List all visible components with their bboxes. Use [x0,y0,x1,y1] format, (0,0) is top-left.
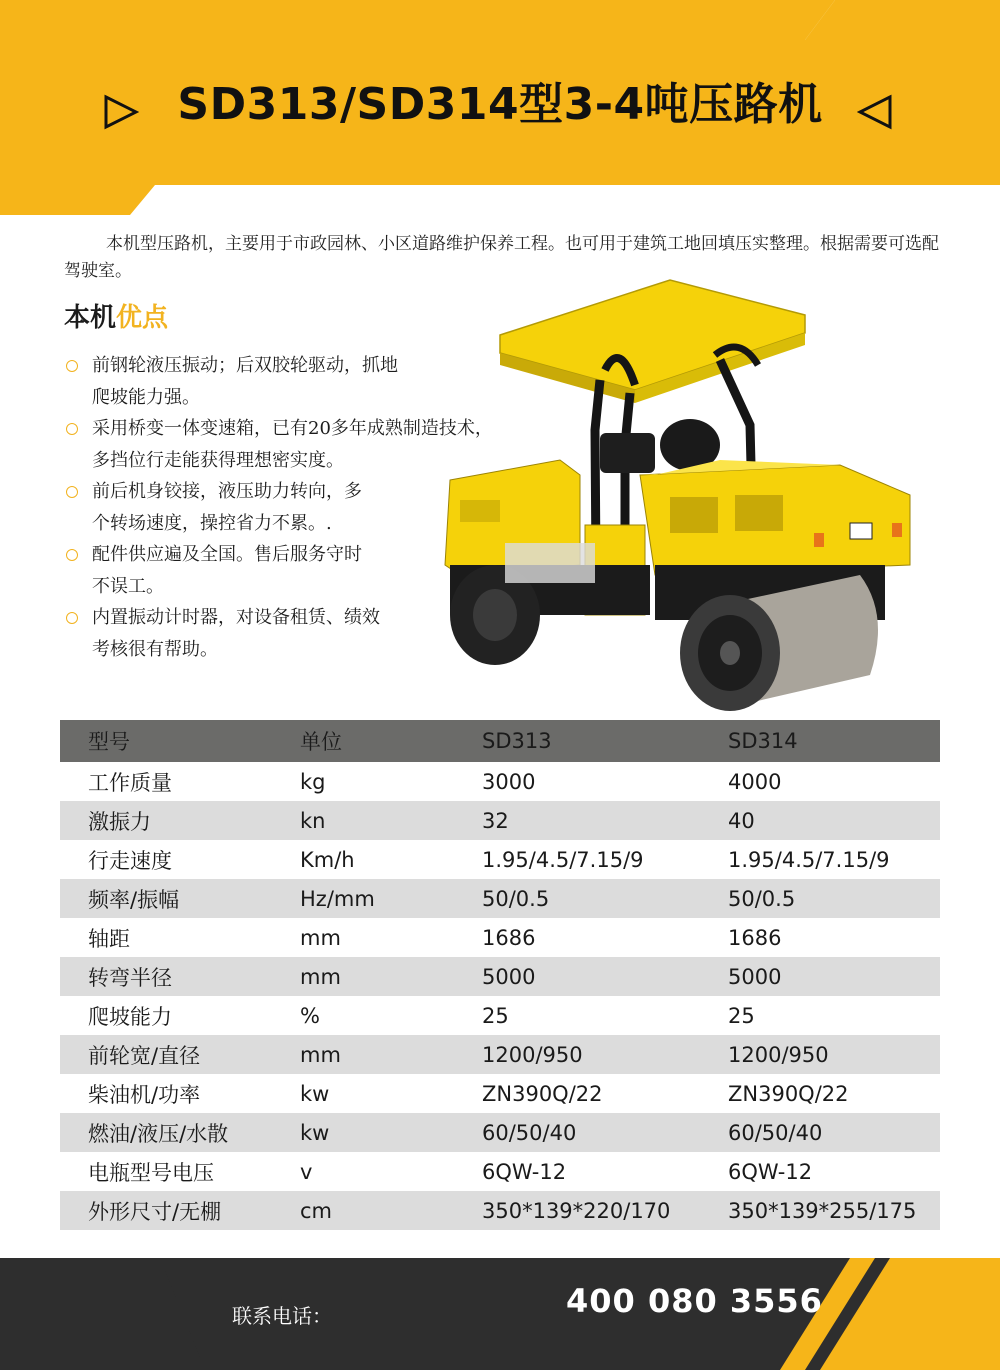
table-cell: % [300,1003,320,1028]
advantages-title [64,297,168,334]
table-cell: 外形尺寸/无棚 [60,1191,300,1230]
table-cell: 工作质量 [88,770,172,795]
list-item-line: 考核很有帮助。 [92,638,218,660]
table-cell: 60/50/40 [482,1113,728,1152]
circle-bullet-icon [66,360,78,372]
table-cell: 激振力 [60,801,300,840]
table-cell: kw [300,1113,482,1152]
table-cell: ZN390Q/22 [482,1081,603,1106]
table-cell: 柴油机/功率 [88,1082,201,1107]
table-cell: v [300,1159,313,1184]
table-row [60,801,940,840]
table-cell: 爬坡能力 [88,1004,172,1029]
table-row [60,957,940,996]
table-row [60,996,940,1035]
list-item-line: 多挡位行走能获得理想密实度。 [92,449,344,471]
table-cell: 4000 [728,769,782,794]
table-row [60,1191,940,1230]
table-cell: kg [300,769,326,794]
table-cell: 前轮宽/直径 [60,1035,300,1074]
table-cell: 轴距 [88,926,130,951]
table-cell: 1200/950 [482,1035,728,1074]
table-cell: cm [300,1191,482,1230]
table-cell: 1.95/4.5/7.15/9 [728,847,890,872]
page-title: SD313/SD314型3-4吨压路机 [177,79,823,130]
table-cell: 电瓶型号电压 [88,1160,214,1185]
list-item-line: 前钢轮液压振动；后双胶轮驱动，抓地 [92,355,398,376]
table-cell: 50/0.5 [728,879,940,918]
road-roller-illustration [420,275,920,720]
table-cell: 转弯半径 [60,957,300,996]
list-item-line: 不误工。 [92,575,164,597]
table-cell: mm [300,925,341,950]
table-cell: kn [300,801,482,840]
table-cell: Hz/mm [300,879,482,918]
table-cell: 25 [482,1003,509,1028]
table-cell: ZN390Q/22 [728,1081,849,1106]
table-cell: 5000 [728,957,940,996]
list-item-line: 采用桥变一体变速箱，已有20多年成熟制造技术， [92,418,493,439]
list-item-line: 配件供应遍及全国。售后服务守时 [92,544,362,565]
table-row [60,918,940,957]
table-cell: 燃油/液压/水散 [60,1113,300,1152]
column-header: SD313 [482,720,728,762]
column-header: SD314 [728,720,940,762]
advantages-title-part2: 优点 [116,303,169,333]
table-row [60,840,940,879]
triangle-right-icon [103,94,139,130]
list-item-line: 个转场速度，操控省力不累。. [92,512,332,534]
table-cell: 1.95/4.5/7.15/9 [482,847,644,872]
advantages-title-part1: 本机 [64,303,117,333]
table-cell: 32 [482,801,728,840]
table-cell: 350*139*255/175 [728,1191,940,1230]
table-cell: 1686 [482,925,536,950]
table-cell: mm [300,957,482,996]
triangle-left-icon [857,94,893,130]
phone-number[interactable]: 400 080 3556 [566,1282,823,1320]
table-cell: Km/h [300,847,355,872]
spec-table [60,720,940,1230]
table-cell: 3000 [482,769,536,794]
table-cell: 60/50/40 [728,1113,940,1152]
circle-bullet-icon [66,612,78,624]
table-row [60,1113,940,1152]
list-item-line: 前后机身铰接，液压助力转向，多 [92,481,362,502]
contact-label: 联系电话： [232,1304,332,1328]
table-cell: 频率/振幅 [60,879,300,918]
table-row [60,1035,940,1074]
table-cell: 40 [728,801,940,840]
table-row [60,1074,940,1113]
circle-bullet-icon [66,549,78,561]
table-header-row [60,720,940,762]
table-cell: 6QW-12 [482,1159,567,1184]
table-cell: 1200/950 [728,1035,940,1074]
table-cell: 行走速度 [88,848,172,873]
table-row [60,1152,940,1191]
column-header: 型号 [60,720,300,762]
table-cell: 50/0.5 [482,879,728,918]
circle-bullet-icon [66,486,78,498]
list-item-line: 爬坡能力强。 [92,386,200,408]
column-header: 单位 [300,720,482,762]
table-cell: mm [300,1035,482,1074]
table-cell: 350*139*220/170 [482,1191,728,1230]
table-cell: 1686 [728,925,782,950]
table-cell: kw [300,1081,330,1106]
table-row [60,762,940,801]
table-row [60,879,940,918]
circle-bullet-icon [66,423,78,435]
footer-banner [0,1258,1000,1370]
table-cell: 5000 [482,957,728,996]
table-cell: 6QW-12 [728,1159,813,1184]
intro-paragraph: 本机型压路机，主要用于市政园林、小区道路维护保养工程。也可用于建筑工地回填压实整理。根据需要可选配驾驶室。 [64,234,939,281]
table-cell: 25 [728,1003,755,1028]
list-item-line: 内置振动计时器，对设备租赁、绩效 [92,607,380,628]
